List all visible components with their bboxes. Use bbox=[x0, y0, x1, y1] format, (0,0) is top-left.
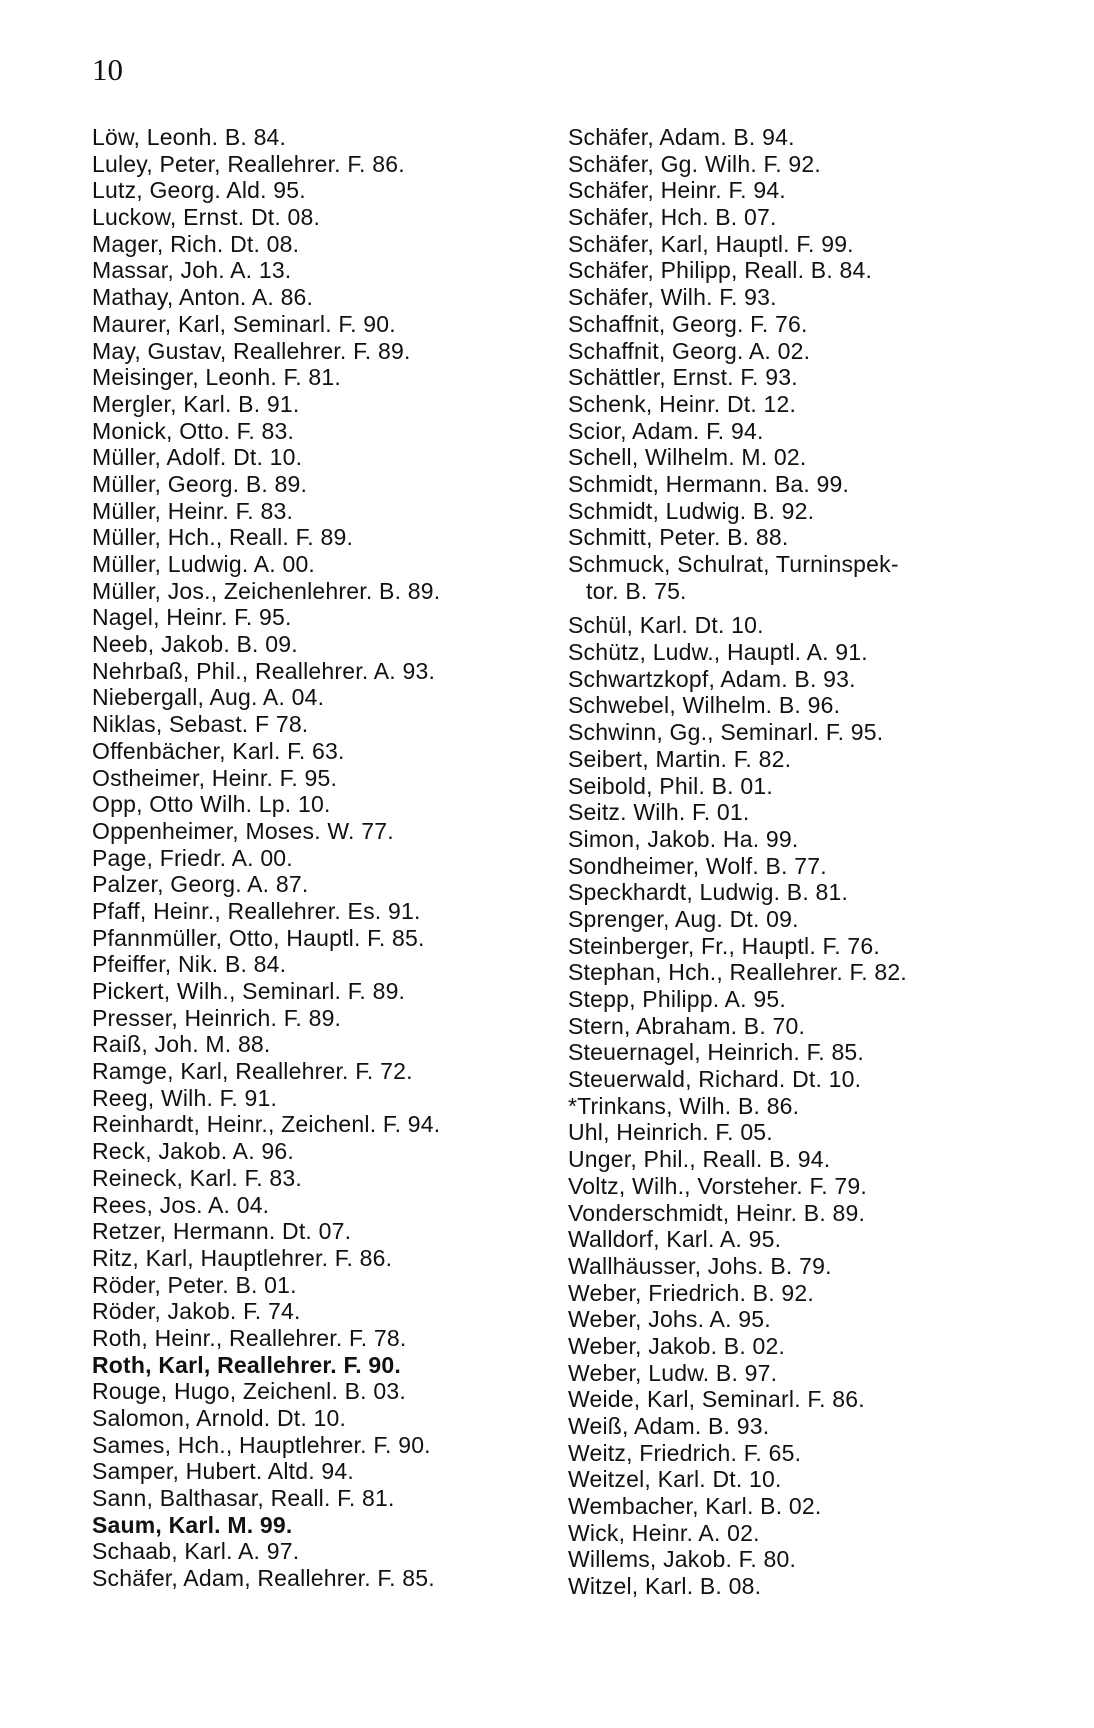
list-item: Steuernagel, Heinrich. F. 85. bbox=[568, 1039, 865, 1066]
list-item: Röder, Peter. B. 01. bbox=[92, 1271, 297, 1298]
list-item: Pfeiffer, Nik. B. 84. bbox=[92, 951, 287, 978]
list-item: Stephan, Hch., Reallehrer. F. 82. bbox=[568, 959, 908, 986]
list-item: Weitz, Friedrich. F. 65. bbox=[568, 1439, 802, 1466]
list-item: Salomon, Arnold. Dt. 10. bbox=[92, 1405, 347, 1431]
list-item: Ritz, Karl, Hauptlehrer. F. 86. bbox=[92, 1244, 393, 1271]
list-item: Meisinger, Leonh. F. 81. bbox=[92, 364, 342, 391]
list-item: Retzer, Hermann. Dt. 07. bbox=[92, 1218, 352, 1245]
list-item: Offenbächer, Karl. F. 63. bbox=[92, 737, 345, 764]
list-item: Schwartzkopf, Adam. B. 93. bbox=[568, 665, 856, 692]
list-item: Müller, Jos., Zeichenlehrer. B. 89. bbox=[92, 577, 441, 604]
list-item: Walldorf, Karl. A. 95. bbox=[568, 1226, 782, 1253]
list-item: Seibold, Phil. B. 01. bbox=[568, 772, 773, 799]
list-item: Weber, Ludw. B. 97. bbox=[568, 1359, 778, 1386]
list-item: Schmidt, Hermann. Ba. 99. bbox=[568, 470, 850, 497]
list-item: Roth, Karl, Reallehrer. F. 90. bbox=[92, 1351, 401, 1378]
list-item: Schaab, Karl. A. 97. bbox=[92, 1538, 300, 1565]
list-item: Schenk, Heinr. Dt. 12. bbox=[568, 390, 797, 417]
list-item: Sondheimer, Wolf. B. 77. bbox=[568, 852, 827, 879]
list-item: Müller, Heinr. F. 83. bbox=[92, 497, 294, 524]
list-item: Lutz, Georg. Ald. 95. bbox=[92, 177, 306, 204]
list-item: Mager, Rich. Dt. 08. bbox=[92, 230, 300, 257]
list-item: Pfaff, Heinr., Reallehrer. Es. 91. bbox=[92, 897, 421, 924]
list-item: Nagel, Heinr. F. 95. bbox=[92, 604, 292, 631]
list-item: Nehrbaß, Phil., Reallehrer. A. 93. bbox=[92, 657, 436, 684]
list-item: Schwinn, Gg., Seminarl. F. 95. bbox=[568, 719, 884, 746]
list-item: Neeb, Jakob. B. 09. bbox=[92, 631, 298, 658]
list-item: Schwebel, Wilhelm. B. 96. bbox=[568, 692, 841, 719]
list-item: Schaffnit, Georg. F. 76. bbox=[568, 310, 808, 337]
list-item: Page, Friedr. A. 00. bbox=[92, 844, 293, 871]
list-item: Luley, Peter, Reallehrer. F. 86. bbox=[92, 150, 405, 177]
list-item: Niebergall, Aug. A. 04. bbox=[92, 684, 325, 711]
list-item: Schäfer, Adam. B. 94. bbox=[568, 124, 795, 150]
list-item: Reck, Jakob. A. 96. bbox=[92, 1138, 294, 1165]
list-item: Uhl, Heinrich. F. 05. bbox=[568, 1119, 773, 1146]
list-item: Reineck, Karl. F. 83. bbox=[92, 1164, 303, 1191]
list-item: Oppenheimer, Moses. W. 77. bbox=[92, 817, 394, 844]
list-item: Monick, Otto. F. 83. bbox=[92, 417, 295, 444]
list-item: Müller, Ludwig. A. 00. bbox=[92, 551, 316, 577]
left-column bbox=[92, 124, 532, 1592]
list-item: Schütz, Ludw., Hauptl. A. 91. bbox=[568, 639, 868, 666]
list-item: Weber, Friedrich. B. 92. bbox=[568, 1279, 814, 1306]
list-item: Schäfer, Karl, Hauptl. F. 99. bbox=[568, 230, 854, 257]
list-item: Schmidt, Ludwig. B. 92. bbox=[568, 497, 815, 524]
list-item: Löw, Leonh. B. 84. bbox=[92, 124, 287, 150]
list-item: Schäfer, Gg. Wilh. F. 92. bbox=[568, 150, 821, 177]
list-item: Steuerwald, Richard. Dt. 10. bbox=[568, 1066, 862, 1093]
list-item: Speckhardt, Ludwig. B. 81. bbox=[568, 879, 849, 906]
list-item: Mergler, Karl. B. 91. bbox=[92, 390, 300, 417]
list-item: Sann, Balthasar, Reall. F. 81. bbox=[92, 1485, 395, 1512]
list-item: Willems, Jakob. F. 80. bbox=[568, 1546, 797, 1573]
page-number: 10 bbox=[92, 52, 123, 87]
list-item: tor. B. 75. bbox=[586, 577, 687, 604]
list-item: Mathay, Anton. A. 86. bbox=[92, 284, 314, 311]
list-item: Vonderschmidt, Heinr. B. 89. bbox=[568, 1199, 866, 1226]
list-item: Raiß, Joh. M. 88. bbox=[92, 1031, 271, 1058]
list-item: Wick, Heinr. A. 02. bbox=[568, 1519, 760, 1546]
list-item: Pfannmüller, Otto, Hauptl. F. 85. bbox=[92, 924, 425, 951]
list-item: Schäfer, Heinr. F. 94. bbox=[568, 177, 786, 204]
list-item: Samper, Hubert. Altd. 94. bbox=[92, 1458, 354, 1485]
list-item: Reeg, Wilh. F. 91. bbox=[92, 1084, 278, 1111]
list-item: Ostheimer, Heinr. F. 95. bbox=[92, 764, 338, 791]
list-item: Simon, Jakob. Ha. 99. bbox=[568, 825, 799, 852]
list-item: Müller, Hch., Reall. F. 89. bbox=[92, 524, 354, 551]
list-item: Massar, Joh. A. 13. bbox=[92, 257, 292, 284]
list-item: Maurer, Karl, Seminarl. F. 90. bbox=[92, 310, 396, 337]
list-item: Stern, Abraham. B. 70. bbox=[568, 1012, 806, 1039]
list-item: Pickert, Wilh., Seminarl. F. 89. bbox=[92, 978, 406, 1004]
list-item: Rouge, Hugo, Zeichenl. B. 03. bbox=[92, 1378, 406, 1405]
list-item: Schell, Wilhelm. M. 02. bbox=[568, 444, 807, 471]
list-item: Schmuck, Schulrat, Turninspek- bbox=[568, 551, 899, 577]
list-item: Schäfer, Wilh. F. 93. bbox=[568, 284, 777, 311]
list-item: Schäfer, Philipp, Reall. B. 84. bbox=[568, 257, 873, 284]
list-item: Seitz. Wilh. F. 01. bbox=[568, 799, 750, 826]
list-item: Sprenger, Aug. Dt. 09. bbox=[568, 905, 799, 932]
list-item: Schäfer, Hch. B. 07. bbox=[568, 204, 777, 231]
list-item: Roth, Heinr., Reallehrer. F. 78. bbox=[92, 1324, 407, 1351]
list-item: Wallhäusser, Johs. B. 79. bbox=[568, 1252, 832, 1279]
list-item: Palzer, Georg. A. 87. bbox=[92, 871, 309, 898]
list-item: Röder, Jakob. F. 74. bbox=[92, 1298, 301, 1325]
list-item: Scior, Adam. F. 94. bbox=[568, 417, 764, 444]
list-item: Stepp, Philipp. A. 95. bbox=[568, 986, 786, 1012]
list-item: Schaffnit, Georg. A. 02. bbox=[568, 337, 811, 364]
list-item: Weiß, Adam. B. 93. bbox=[568, 1413, 770, 1439]
list-item: Wembacher, Karl. B. 02. bbox=[568, 1493, 822, 1520]
list-item: Witzel, Karl. B. 08. bbox=[568, 1573, 762, 1600]
list-item: Rees, Jos. A. 04. bbox=[92, 1191, 270, 1218]
list-item: Müller, Adolf. Dt. 10. bbox=[92, 444, 303, 471]
list-item: Müller, Georg. B. 89. bbox=[92, 470, 308, 497]
list-item: Steinberger, Fr., Hauptl. F. 76. bbox=[568, 932, 880, 959]
list-item: Presser, Heinrich. F. 89. bbox=[92, 1004, 342, 1031]
spacer bbox=[568, 604, 1008, 612]
list-item: Voltz, Wilh., Vorsteher. F. 79. bbox=[568, 1172, 867, 1199]
list-item: Opp, Otto Wilh. Lp. 10. bbox=[92, 791, 331, 818]
list-item: Weitzel, Karl. Dt. 10. bbox=[568, 1466, 782, 1493]
list-item: Reinhardt, Heinr., Zeichenl. F. 94. bbox=[92, 1111, 441, 1138]
list-item: Niklas, Sebast. F 78. bbox=[92, 711, 309, 738]
list-item: Weber, Johs. A. 95. bbox=[568, 1306, 771, 1333]
list-item: Weide, Karl, Seminarl. F. 86. bbox=[568, 1386, 865, 1413]
list-item: Luckow, Ernst. Dt. 08. bbox=[92, 204, 321, 231]
list-item: Schül, Karl. Dt. 10. bbox=[568, 612, 764, 639]
list-item: Ramge, Karl, Reallehrer. F. 72. bbox=[92, 1058, 413, 1085]
list-item: May, Gustav, Reallehrer. F. 89. bbox=[92, 337, 411, 364]
list-item: Saum, Karl. M. 99. bbox=[92, 1511, 293, 1538]
list-item: *Trinkans, Wilh. B. 86. bbox=[568, 1092, 800, 1119]
list-item: Weber, Jakob. B. 02. bbox=[568, 1332, 786, 1359]
list-item: Schäfer, Adam, Reallehrer. F. 85. bbox=[92, 1565, 435, 1592]
list-item: Schmitt, Peter. B. 88. bbox=[568, 524, 789, 551]
list-item: Unger, Phil., Reall. B. 94. bbox=[568, 1146, 831, 1173]
list-item: Seibert, Martin. F. 82. bbox=[568, 745, 792, 772]
list-item: Sames, Hch., Hauptlehrer. F. 90. bbox=[92, 1431, 431, 1458]
right-column bbox=[568, 124, 1008, 1600]
list-item: Schättler, Ernst. F. 93. bbox=[568, 364, 798, 391]
